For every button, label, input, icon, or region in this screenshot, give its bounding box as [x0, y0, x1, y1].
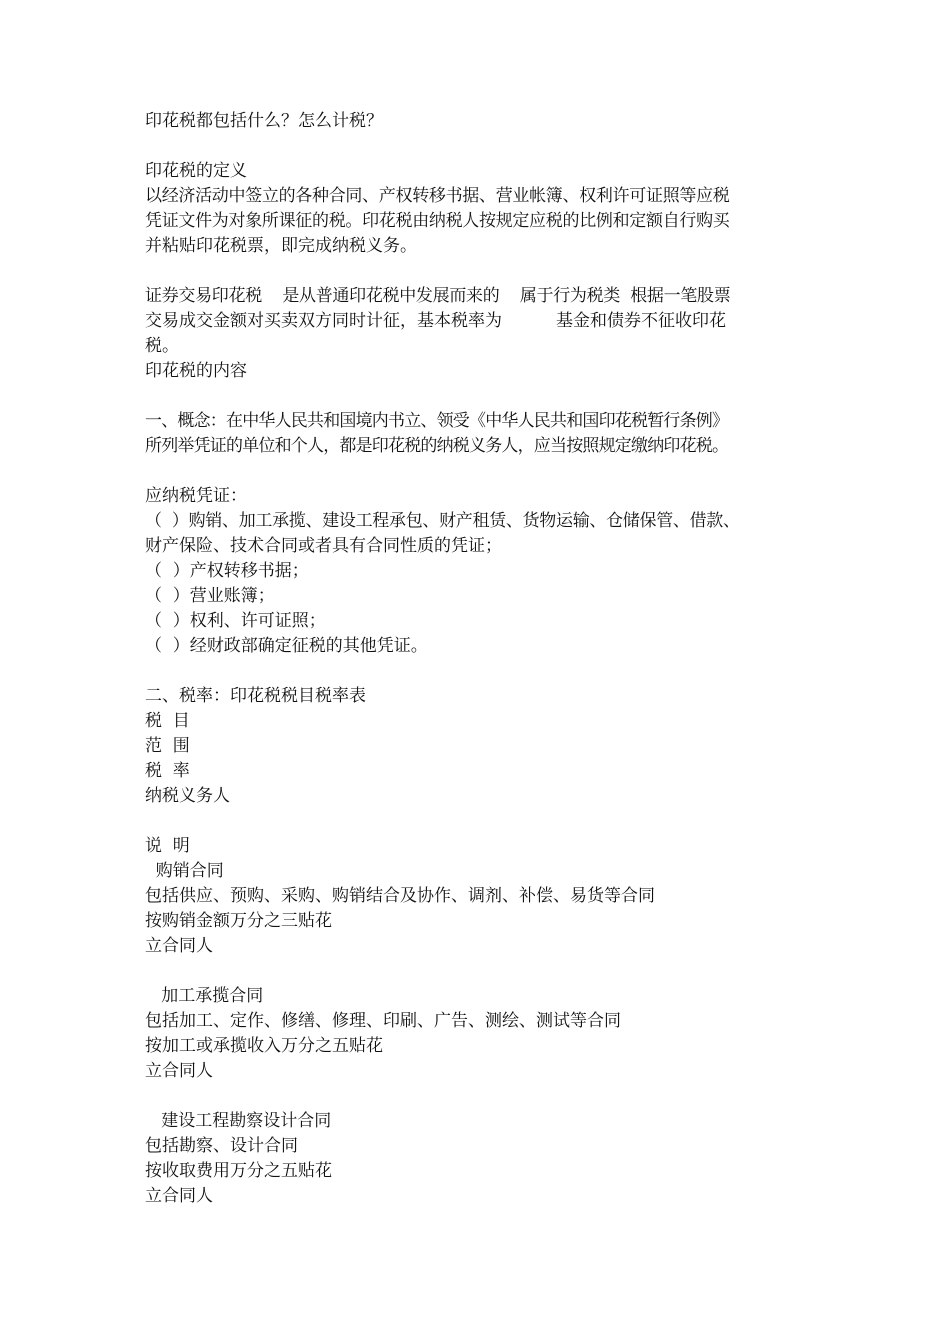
securities-line: 税。 — [145, 336, 179, 356]
rates-heading: 二、税率：印花税税目税率表 — [145, 686, 366, 706]
rate-item-name: 建设工程勘察设计合同 — [145, 1111, 332, 1131]
vouchers-heading: 应纳税凭证： — [145, 486, 247, 506]
voucher-item: （ ）产权转移书据； — [145, 561, 309, 581]
rate-item-scope: 包括勘察、设计合同 — [145, 1136, 298, 1156]
rate-item-rate: 按收取费用万分之五贴花 — [145, 1161, 332, 1181]
content-heading: 印花税的内容 — [145, 361, 247, 381]
voucher-item: （ ）购销、加工承揽、建设工程承包、财产租赁、货物运输、仓储保管、借款、 — [145, 511, 740, 531]
rate-item-name: 购销合同 — [145, 861, 224, 881]
spacer — [145, 659, 810, 684]
voucher-item: （ ）营业账簿； — [145, 586, 275, 606]
concept-line: 一、概念：在中华人民共和国境内书立、领受《中华人民共和国印花税暂行条例》 — [145, 411, 729, 431]
securities-line: 证券交易印花税 是从普通印花税中发展而来的 属于行为税类 根据一笔股票 — [145, 286, 731, 306]
spacer — [145, 134, 810, 159]
spacer — [145, 259, 810, 284]
voucher-item: （ ）经财政部确定征税的其他凭证。 — [145, 636, 428, 656]
voucher-item: （ ）权利、许可证照； — [145, 611, 326, 631]
concept-line: 所列举凭证的单位和个人，都是印花税的纳税义务人，应当按照规定缴纳印花税。 — [145, 436, 729, 456]
rate-item-rate: 按购销金额万分之三贴花 — [145, 911, 332, 931]
rate-table-column: 税 目 — [145, 711, 190, 731]
rate-item-name: 加工承揽合同 — [145, 986, 264, 1006]
definition-line: 并粘贴印花税票，即完成纳税义务。 — [145, 236, 417, 256]
rate-table-column: 纳税义务人 — [145, 786, 230, 806]
spacer — [145, 809, 810, 834]
definition-heading: 印花税的定义 — [145, 161, 247, 181]
document-page — [145, 109, 810, 1209]
definition-line: 凭证文件为对象所课征的税。印花税由纳税人按规定应税的比例和定额自行购买 — [145, 211, 730, 231]
rate-item-rate: 按加工或承揽收入万分之五贴花 — [145, 1036, 383, 1056]
rate-item-payer: 立合同人 — [145, 1186, 213, 1206]
rate-table-column: 税 率 — [145, 761, 190, 781]
voucher-item: 财产保险、技术合同或者具有合同性质的凭证； — [145, 536, 502, 556]
rate-table-column: 范 围 — [145, 736, 190, 756]
rate-table-column: 说 明 — [145, 836, 190, 856]
document-title: 印花税都包括什么？怎么计税？ — [145, 111, 383, 131]
rate-item-payer: 立合同人 — [145, 1061, 213, 1081]
spacer — [145, 384, 810, 409]
rate-item-scope: 包括供应、预购、采购、购销结合及协作、调剂、补偿、易货等合同 — [145, 886, 655, 906]
definition-line: 以经济活动中签立的各种合同、产权转移书据、营业帐簿、权利许可证照等应税 — [145, 186, 730, 206]
spacer — [145, 1084, 810, 1109]
spacer — [145, 459, 810, 484]
spacer — [145, 959, 810, 984]
rate-item-payer: 立合同人 — [145, 936, 213, 956]
securities-line: 交易成交金额对买卖双方同时计征，基本税率为 基金和债券不征收印花 — [145, 311, 727, 331]
rate-item-scope: 包括加工、定作、修缮、修理、印刷、广告、测绘、测试等合同 — [145, 1011, 621, 1031]
